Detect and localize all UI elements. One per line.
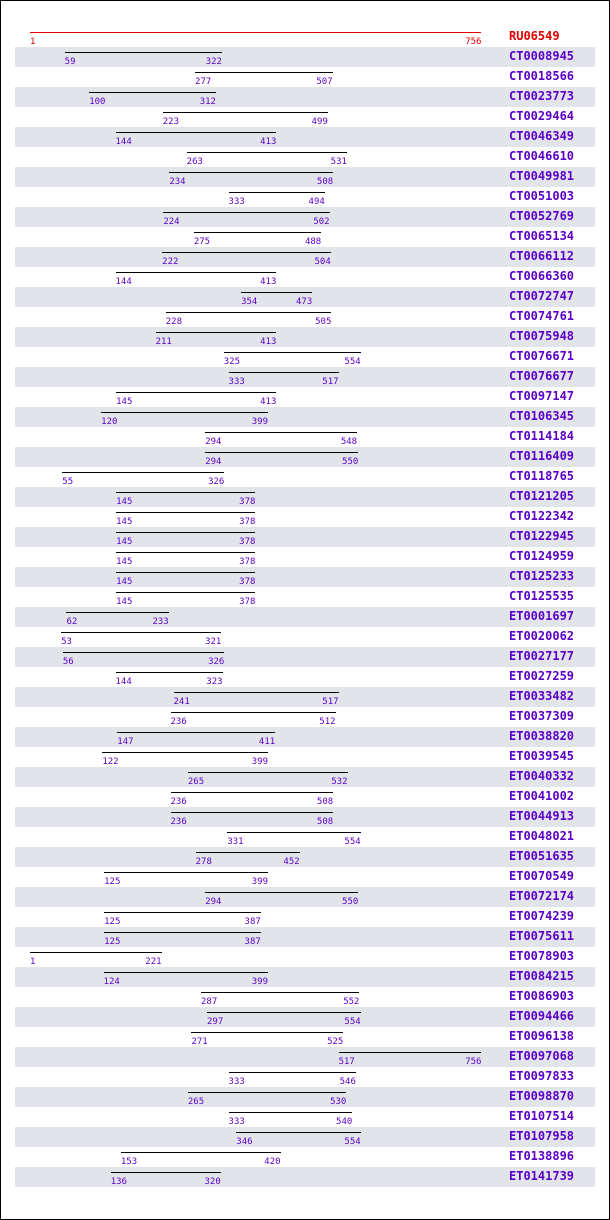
- alignment-bar: [188, 772, 348, 773]
- end-position-label: 322: [205, 57, 222, 67]
- end-position-label: 554: [344, 1017, 361, 1027]
- sequence-name-link[interactable]: ET0051635: [509, 849, 575, 863]
- alignment-bar: [116, 492, 255, 493]
- sequence-name-link[interactable]: CT0076671: [509, 349, 575, 363]
- start-position-label: 331: [227, 837, 244, 847]
- alignment-row: [15, 1147, 595, 1167]
- alignment-bar: [116, 592, 255, 593]
- alignment-bar: [229, 1072, 356, 1073]
- alignment-bar: [171, 712, 336, 713]
- start-position-label: 241: [173, 697, 190, 707]
- end-position-label: 502: [313, 217, 330, 227]
- alignment-row: [15, 887, 595, 907]
- end-position-label: 399: [251, 877, 268, 887]
- alignment-bar: [188, 1092, 346, 1093]
- alignment-row: [15, 1127, 595, 1147]
- alignment-bar: [194, 232, 321, 233]
- end-position-label: 756: [465, 1057, 482, 1067]
- start-position-label: 144: [115, 277, 132, 287]
- start-position-label: 333: [228, 1117, 245, 1127]
- end-position-label: 530: [330, 1097, 347, 1107]
- alignment-row: [15, 567, 595, 587]
- sequence-name-link[interactable]: CT0124959: [509, 549, 575, 563]
- alignment-bar: [121, 1152, 281, 1153]
- end-position-label: 320: [204, 1177, 221, 1187]
- alignment-bar: [201, 992, 359, 993]
- alignment-bar: [162, 252, 331, 253]
- alignment-bar: [104, 932, 261, 933]
- start-position-label: 145: [116, 517, 133, 527]
- start-position-label: 211: [155, 337, 172, 347]
- alignment-row: [15, 407, 595, 427]
- alignment-bar: [63, 652, 224, 653]
- alignment-bar: [104, 912, 261, 913]
- alignment-row: [15, 367, 595, 387]
- sequence-name-link[interactable]: ET0084215: [509, 969, 575, 983]
- end-position-label: 508: [316, 177, 334, 187]
- alignment-row: [15, 967, 595, 987]
- start-position-label: 55: [62, 477, 74, 487]
- alignment-row: [15, 447, 595, 467]
- alignment-bar: [116, 572, 255, 573]
- start-position-label: 147: [117, 737, 134, 747]
- alignment-row: [15, 287, 595, 307]
- alignment-bar: [30, 952, 162, 953]
- alignment-bar: [116, 532, 255, 533]
- end-position-label: 378: [239, 557, 256, 567]
- alignment-row: [15, 867, 595, 887]
- alignment-bar: [229, 372, 339, 373]
- sequence-name-link[interactable]: CT0106345: [509, 409, 575, 423]
- end-position-label: 512: [319, 717, 336, 727]
- sequence-name-link[interactable]: CT0052769: [509, 209, 575, 223]
- start-position-label: 294: [205, 437, 222, 447]
- sequence-name-link[interactable]: CT0122342: [509, 509, 575, 523]
- end-position-label: 323: [206, 677, 223, 687]
- sequence-name-link[interactable]: CT0076677: [509, 369, 575, 383]
- start-position-label: 346: [236, 1137, 253, 1147]
- alignment-bar: [174, 692, 339, 693]
- start-position-label: 62: [66, 617, 78, 627]
- start-position-label: 145: [116, 397, 133, 407]
- start-position-label: 297: [207, 1017, 224, 1027]
- end-position-label: 550: [342, 457, 359, 467]
- end-position-label: 531: [330, 157, 347, 167]
- end-position-label: 508: [316, 817, 334, 827]
- end-position-label: 540: [336, 1117, 353, 1127]
- sequence-name-link[interactable]: CT0118765: [509, 469, 575, 483]
- start-position-label: 236: [170, 817, 187, 827]
- end-position-label: 488: [304, 237, 322, 247]
- start-position-label: 125: [104, 917, 121, 927]
- start-position-label: 271: [191, 1037, 208, 1047]
- alignment-bar: [171, 792, 334, 793]
- alignment-row: [15, 47, 595, 67]
- alignment-bar: [171, 812, 334, 813]
- start-position-label: 125: [104, 877, 121, 887]
- end-position-label: 413: [260, 397, 277, 407]
- end-position-label: 548: [340, 437, 358, 447]
- alignment-bar: [224, 352, 361, 353]
- end-position-label: 399: [251, 417, 268, 427]
- alignment-row: [15, 1067, 595, 1087]
- alignment-row: [15, 547, 595, 567]
- start-position-label: 56: [62, 657, 74, 667]
- reference-row: [15, 27, 595, 47]
- end-position-label: 387: [244, 917, 261, 927]
- sequence-name-link[interactable]: ET0107514: [509, 1109, 575, 1123]
- end-position-label: 413: [260, 277, 277, 287]
- start-position-label: 145: [116, 557, 133, 567]
- alignment-row: [15, 847, 595, 867]
- start-position-label: 294: [205, 897, 222, 907]
- sequence-name-link[interactable]: ET0027259: [509, 669, 575, 683]
- end-position-label: 507: [316, 77, 333, 87]
- sequence-name-link[interactable]: CT0066112: [509, 249, 575, 263]
- start-position-label: 145: [116, 577, 133, 587]
- reference-name-link[interactable]: RU06549: [509, 29, 560, 43]
- alignment-bar: [187, 152, 347, 153]
- end-position-label: 378: [239, 537, 256, 547]
- start-position-label: 333: [228, 197, 245, 207]
- start-position-label: 263: [186, 157, 203, 167]
- sequence-name-link[interactable]: ET0107958: [509, 1129, 575, 1143]
- sequence-name-link[interactable]: CT0029464: [509, 109, 575, 123]
- start-position-label: 234: [169, 177, 186, 187]
- end-position-label: 326: [208, 477, 225, 487]
- alignment-row: [15, 307, 595, 327]
- end-position-label: 756: [465, 37, 482, 47]
- alignment-row: [15, 647, 595, 667]
- end-position-label: 517: [322, 697, 339, 707]
- alignment-bar: [101, 412, 268, 413]
- alignment-row: [15, 247, 595, 267]
- end-position-label: 473: [295, 297, 313, 307]
- sequence-name-link[interactable]: ET0048021: [509, 829, 575, 843]
- sequence-name-link[interactable]: ET0097068: [509, 1049, 575, 1063]
- alignment-bar: [241, 292, 312, 293]
- end-position-label: 420: [264, 1157, 281, 1167]
- end-position-label: 413: [260, 137, 277, 147]
- end-position-label: 494: [308, 197, 325, 207]
- alignment-bar: [191, 1032, 343, 1033]
- end-position-label: 504: [314, 257, 331, 267]
- sequence-name-link[interactable]: ET0086903: [509, 989, 575, 1003]
- sequence-name-link[interactable]: CT0065134: [509, 229, 575, 243]
- start-position-label: 223: [162, 117, 180, 127]
- end-position-label: 378: [239, 517, 256, 527]
- alignment-bar: [339, 1052, 482, 1053]
- start-position-label: 124: [103, 977, 120, 987]
- alignment-bar: [116, 552, 255, 553]
- end-position-label: 525: [327, 1037, 344, 1047]
- alignment-row: [15, 947, 595, 967]
- start-position-label: 275: [193, 237, 211, 247]
- alignment-bar: [61, 632, 221, 633]
- sequence-name-link[interactable]: ET0075611: [509, 929, 575, 943]
- alignment-bar: [163, 112, 328, 113]
- start-position-label: 278: [195, 857, 212, 867]
- alignment-bar: [104, 872, 268, 873]
- alignment-bar: [66, 612, 168, 613]
- start-position-label: 277: [195, 77, 212, 87]
- end-position-label: 326: [208, 657, 225, 667]
- end-position-label: 554: [344, 357, 361, 367]
- start-position-label: 287: [201, 997, 218, 1007]
- start-position-label: 145: [116, 537, 133, 547]
- sequence-name-link[interactable]: CT0121205: [509, 489, 575, 503]
- sequence-name-link[interactable]: CT0116409: [509, 449, 575, 463]
- alignment-row: [15, 87, 595, 107]
- alignment-row: [15, 427, 595, 447]
- alignment-row: [15, 187, 595, 207]
- sequence-name-link[interactable]: CT0125233: [509, 569, 575, 583]
- alignment-row: [15, 827, 595, 847]
- alignment-row: [15, 1107, 595, 1127]
- start-position-label: 1: [30, 37, 36, 47]
- end-position-label: 554: [344, 1137, 361, 1147]
- sequence-name-link[interactable]: ET0001697: [509, 609, 575, 623]
- sequence-name-link[interactable]: CT0049981: [509, 169, 575, 183]
- alignment-bar: [169, 172, 333, 173]
- alignment-bar: [156, 332, 277, 333]
- sequence-name-link[interactable]: CT0075948: [509, 329, 575, 343]
- alignment-row: [15, 387, 595, 407]
- alignment-row: [15, 927, 595, 947]
- alignment-bar: [205, 892, 358, 893]
- alignment-row: [15, 727, 595, 747]
- alignment-bar: [195, 72, 333, 73]
- alignment-bar: [89, 92, 216, 93]
- alignment-bar: [207, 1012, 361, 1013]
- end-position-label: 508: [316, 797, 334, 807]
- alignment-bar: [205, 432, 357, 433]
- alignment-row: [15, 227, 595, 247]
- start-position-label: 145: [116, 597, 133, 607]
- sequence-name-link[interactable]: ET0070549: [509, 869, 575, 883]
- alignment-row: [15, 767, 595, 787]
- start-position-label: 100: [89, 97, 106, 107]
- alignment-bar: [116, 392, 276, 393]
- start-position-label: 333: [228, 377, 245, 387]
- end-position-label: 452: [283, 857, 300, 867]
- alignment-bar: [227, 832, 360, 833]
- alignment-bar: [166, 312, 332, 313]
- alignment-bar: [102, 752, 268, 753]
- start-position-label: 294: [205, 457, 222, 467]
- sequence-name-link[interactable]: CT0114184: [509, 429, 575, 443]
- sequence-name-link[interactable]: CT0072747: [509, 289, 575, 303]
- alignment-row: [15, 987, 595, 1007]
- start-position-label: 1: [30, 957, 36, 967]
- alignment-row: [15, 67, 595, 87]
- sequence-name-link[interactable]: ET0097833: [509, 1069, 575, 1083]
- end-position-label: 499: [311, 117, 328, 127]
- alignment-bar: [196, 852, 300, 853]
- alignment-bar: [236, 1132, 360, 1133]
- sequence-name-link[interactable]: ET0072174: [509, 889, 575, 903]
- alignment-row: [15, 607, 595, 627]
- start-position-label: 59: [64, 57, 76, 67]
- alignment-row: [15, 527, 595, 547]
- end-position-label: 387: [244, 937, 261, 947]
- end-position-label: 546: [339, 1077, 356, 1087]
- alignment-row: [15, 627, 595, 647]
- sequence-name-link[interactable]: ET0033482: [509, 689, 575, 703]
- sequence-name-link[interactable]: CT0125535: [509, 589, 575, 603]
- alignment-row: [15, 487, 595, 507]
- alignment-bar: [116, 512, 255, 513]
- alignment-row: [15, 707, 595, 727]
- alignment-bar: [65, 52, 222, 53]
- alignment-row: [15, 507, 595, 527]
- sequence-name-link[interactable]: ET0027177: [509, 649, 575, 663]
- start-position-label: 517: [338, 1057, 355, 1067]
- alignment-row: [15, 1007, 595, 1027]
- sequence-name-link[interactable]: ET0094466: [509, 1009, 575, 1023]
- start-position-label: 224: [163, 217, 180, 227]
- start-position-label: 228: [165, 317, 182, 327]
- end-position-label: 413: [260, 337, 277, 347]
- alignment-row: [15, 127, 595, 147]
- alignment-bar: [163, 212, 329, 213]
- sequence-name-link[interactable]: CT0046349: [509, 129, 575, 143]
- start-position-label: 125: [104, 937, 121, 947]
- alignment-row: [15, 687, 595, 707]
- alignment-row: [15, 347, 595, 367]
- end-position-label: 378: [239, 577, 256, 587]
- alignment-bar: [229, 1112, 353, 1113]
- start-position-label: 153: [120, 1157, 138, 1167]
- alignment-bar: [229, 192, 325, 193]
- start-position-label: 122: [102, 757, 119, 767]
- end-position-label: 517: [322, 377, 339, 387]
- alignment-bar: [104, 972, 268, 973]
- start-position-label: 354: [241, 297, 258, 307]
- end-position-label: 321: [205, 637, 222, 647]
- sequence-name-link[interactable]: ET0040332: [509, 769, 575, 783]
- start-position-label: 236: [170, 717, 187, 727]
- sequence-name-link[interactable]: ET0141739: [509, 1169, 575, 1183]
- end-position-label: 221: [145, 957, 162, 967]
- start-position-label: 120: [101, 417, 118, 427]
- end-position-label: 399: [251, 977, 268, 987]
- alignment-bar: [111, 1172, 221, 1173]
- end-position-label: 378: [239, 497, 256, 507]
- alignment-row: [15, 587, 595, 607]
- alignment-row: [15, 667, 595, 687]
- sequence-name-link[interactable]: ET0041002: [509, 789, 575, 803]
- alignment-row: [15, 1087, 595, 1107]
- end-position-label: 411: [258, 737, 276, 747]
- start-position-label: 333: [228, 1077, 245, 1087]
- alignment-row: [15, 467, 595, 487]
- sequence-name-link[interactable]: CT0046610: [509, 149, 575, 163]
- start-position-label: 325: [223, 357, 241, 367]
- alignment-row: [15, 787, 595, 807]
- end-position-label: 378: [239, 597, 256, 607]
- start-position-label: 53: [61, 637, 72, 647]
- sequence-name-link[interactable]: ET0020062: [509, 629, 575, 643]
- sequence-name-link[interactable]: ET0078903: [509, 949, 575, 963]
- alignment-bar: [116, 272, 277, 273]
- end-position-label: 532: [331, 777, 348, 787]
- start-position-label: 144: [115, 677, 132, 687]
- sequence-name-link[interactable]: ET0138896: [509, 1149, 575, 1163]
- sequence-name-link[interactable]: CT0074761: [509, 309, 575, 323]
- end-position-label: 505: [315, 317, 332, 327]
- sequence-name-link[interactable]: CT0122945: [509, 529, 575, 543]
- alignment-bar: [62, 472, 224, 473]
- alignment-row: [15, 167, 595, 187]
- alignment-bar: [116, 132, 277, 133]
- sequence-name-link[interactable]: CT0097147: [509, 389, 575, 403]
- alignment-row: [15, 267, 595, 287]
- alignment-row: [15, 107, 595, 127]
- start-position-label: 265: [187, 777, 205, 787]
- sequence-name-link[interactable]: CT0051003: [509, 189, 575, 203]
- end-position-label: 233: [152, 617, 169, 627]
- alignment-row: [15, 1167, 595, 1187]
- start-position-label: 222: [162, 257, 179, 267]
- alignment-row: [15, 807, 595, 827]
- start-position-label: 236: [170, 797, 187, 807]
- sequence-name-link[interactable]: ET0038820: [509, 729, 575, 743]
- end-position-label: 550: [342, 897, 359, 907]
- alignment-row: [15, 207, 595, 227]
- alignment-row: [15, 1047, 595, 1067]
- alignment-bar: [116, 672, 223, 673]
- start-position-label: 144: [115, 137, 132, 147]
- sequence-name-link[interactable]: CT0023773: [509, 89, 575, 103]
- alignment-bar: [205, 452, 358, 453]
- sequence-name-link[interactable]: ET0039545: [509, 749, 575, 763]
- end-position-label: 552: [343, 997, 360, 1007]
- end-position-label: 554: [344, 837, 361, 847]
- alignment-bar: [30, 32, 481, 33]
- sequence-name-link[interactable]: ET0098870: [509, 1089, 575, 1103]
- end-position-label: 399: [251, 757, 268, 767]
- alignment-row: [15, 747, 595, 767]
- alignment-row: [15, 1027, 595, 1047]
- sequence-name-link[interactable]: ET0096138: [509, 1029, 575, 1043]
- alignment-row: [15, 327, 595, 347]
- sequence-name-link[interactable]: CT0008945: [509, 49, 575, 63]
- end-position-label: 312: [199, 97, 216, 107]
- alignment-bar: [117, 732, 275, 733]
- alignment-row: [15, 147, 595, 167]
- sequence-name-link[interactable]: ET0074239: [509, 909, 575, 923]
- start-position-label: 265: [187, 1097, 205, 1107]
- start-position-label: 136: [110, 1177, 127, 1187]
- sequence-name-link[interactable]: ET0037309: [509, 709, 575, 723]
- sequence-name-link[interactable]: CT0066360: [509, 269, 575, 283]
- sequence-name-link[interactable]: CT0018566: [509, 69, 575, 83]
- sequence-name-link[interactable]: ET0044913: [509, 809, 575, 823]
- start-position-label: 145: [116, 497, 133, 507]
- alignment-row: [15, 907, 595, 927]
